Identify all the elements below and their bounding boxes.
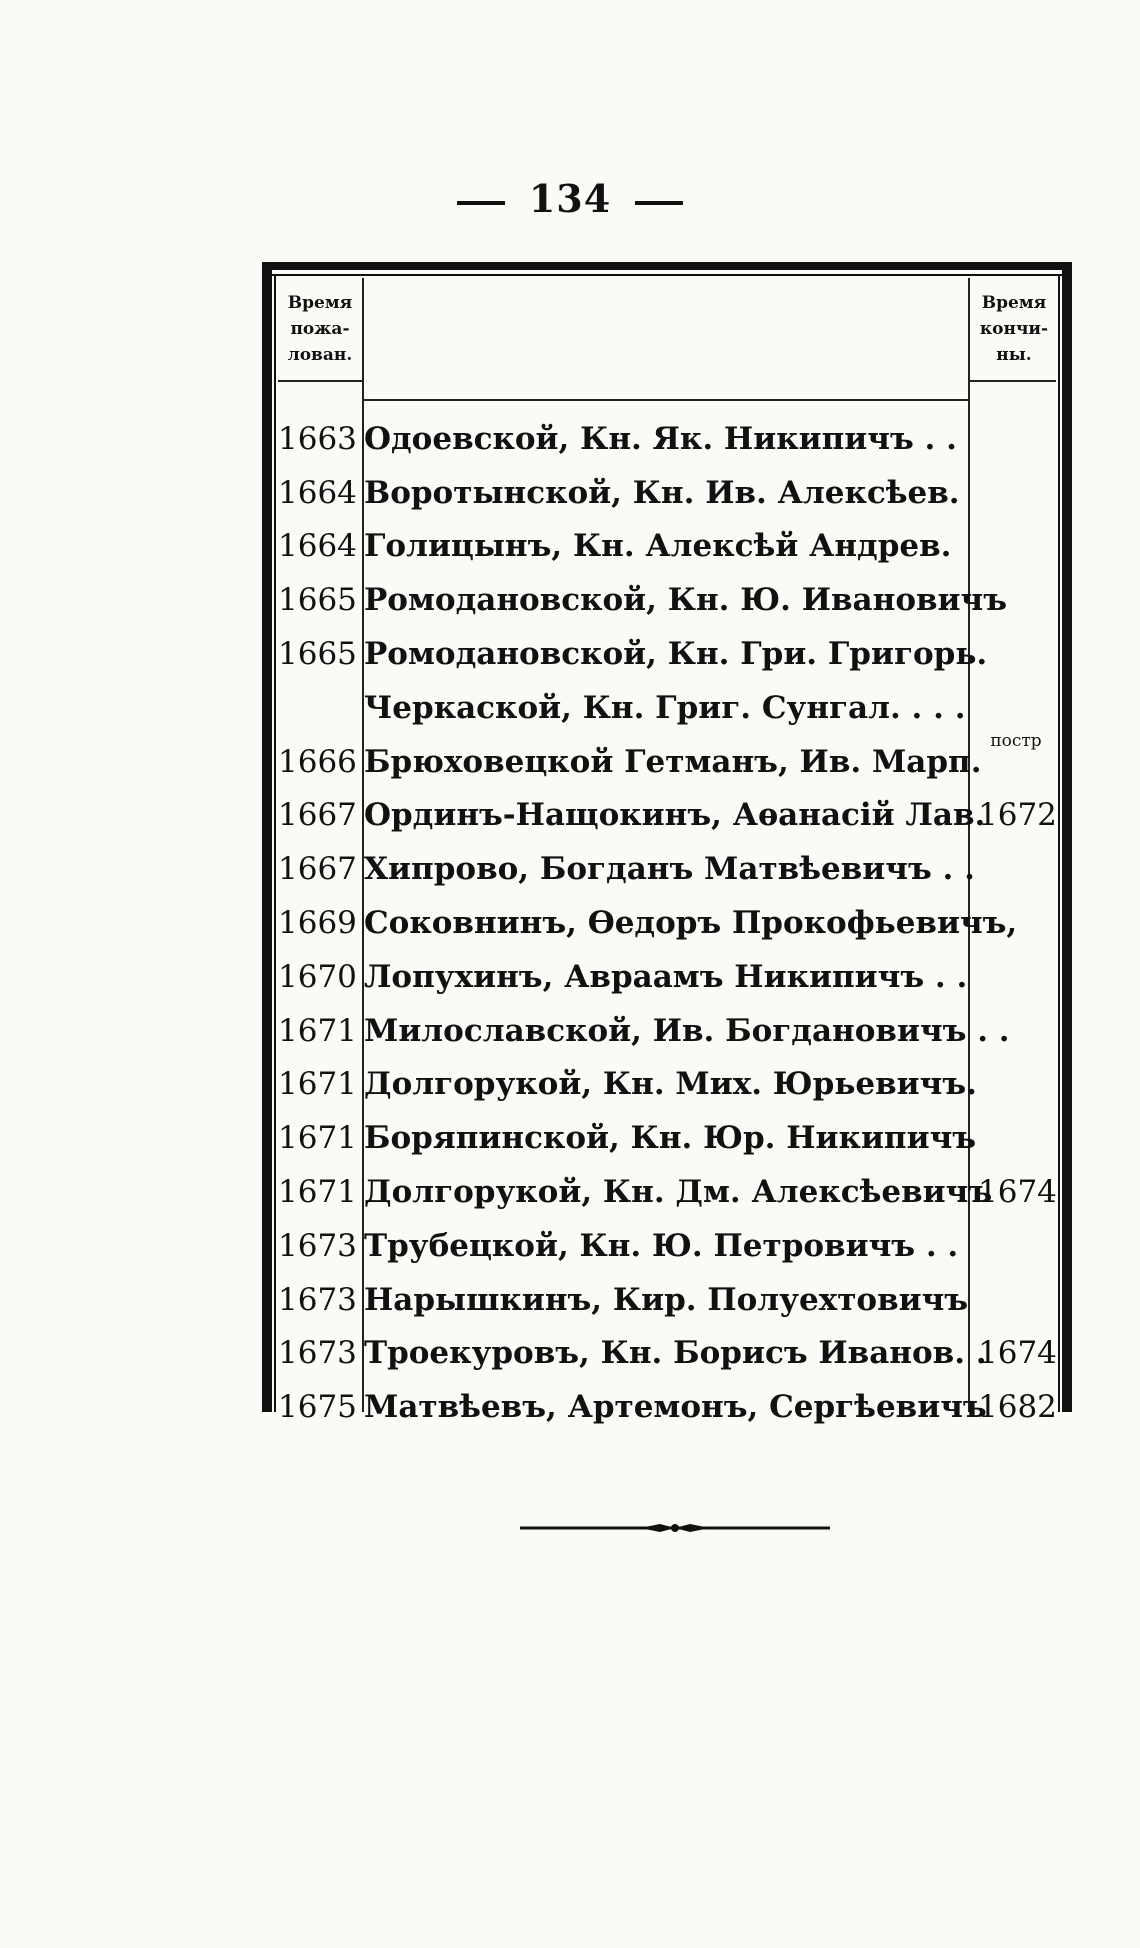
table-row xyxy=(278,842,1058,896)
table-row xyxy=(278,1004,1058,1058)
row-year: 1671 xyxy=(278,1066,357,1103)
table-body xyxy=(278,412,1058,1434)
row-year: 1665 xyxy=(278,582,357,619)
row-name: Ромодановской, Кн. Гри. Григорь. xyxy=(364,636,988,673)
row-year: 1673 xyxy=(278,1227,357,1264)
row-end-year: 1682 xyxy=(978,1389,1057,1426)
row-year: 1675 xyxy=(278,1389,357,1426)
row-name: Одоевской, Кн. Як. Никипичъ . . xyxy=(364,420,957,457)
table-row xyxy=(278,1273,1058,1327)
row-name: Соковнинъ, Ѳедоръ Прокофьевичъ, xyxy=(364,905,1018,942)
row-end-year: 1674 xyxy=(978,1335,1057,1372)
header-rule-middle xyxy=(364,399,968,401)
table-right-border xyxy=(1062,262,1072,1412)
column-header-granted: Время пожа-лован. xyxy=(287,293,353,365)
row-end-year: 1674 xyxy=(978,1174,1057,1211)
table-row xyxy=(278,412,1058,466)
row-year: 1671 xyxy=(278,1120,357,1157)
page-number-header xyxy=(0,176,1140,221)
right-dash xyxy=(635,201,683,205)
table-row xyxy=(278,1111,1058,1165)
table-row xyxy=(278,573,1058,627)
row-name: Долгорукой, Кн. Дм. Алексѣевичъ xyxy=(364,1174,993,1211)
table-row xyxy=(278,1380,1058,1434)
row-year: 1667 xyxy=(278,851,357,888)
table-left-border xyxy=(262,262,272,1412)
column-header-ended: Время кончи-ны. xyxy=(979,293,1049,365)
row-name: Черкаской, Кн. Григ. Сунгал. . . . xyxy=(364,689,966,726)
table-row xyxy=(278,730,1058,789)
row-name: Боряпинской, Кн. Юр. Никипичъ xyxy=(364,1120,977,1157)
table-left-border-thin xyxy=(274,276,276,1412)
row-name: Матвѣевъ, Артемонъ, Сергѣевичъ xyxy=(364,1389,987,1426)
row-year: 1671 xyxy=(278,1174,357,1211)
row-name: Хипрово, Богданъ Матвѣевичъ . . xyxy=(364,851,975,888)
row-year: 1666 xyxy=(278,743,357,780)
table-row xyxy=(278,950,1058,1004)
table-top-rule-thin xyxy=(262,274,1072,276)
left-dash xyxy=(457,201,505,205)
table-row xyxy=(278,1165,1058,1219)
page-number: 134 xyxy=(528,176,612,221)
row-name: Лопухинъ, Авраамъ Никипичъ . . xyxy=(364,958,968,995)
row-year: 1670 xyxy=(278,958,357,995)
table-row xyxy=(278,789,1058,843)
row-name: Ординъ-Нащокинъ, Аѳанасій Лав. xyxy=(364,797,986,834)
row-year: 1667 xyxy=(278,797,357,834)
table-row xyxy=(278,627,1058,681)
table-row xyxy=(278,1219,1058,1273)
table-row xyxy=(278,1058,1058,1112)
row-name: Трубецкой, Кн. Ю. Петровичъ . . xyxy=(364,1227,959,1264)
row-year: 1663 xyxy=(278,420,357,457)
row-name: Брюховецкой Гетманъ, Ив. Марп. xyxy=(364,743,982,780)
table-right-border-thin xyxy=(1058,276,1060,1412)
row-year: 1673 xyxy=(278,1335,357,1372)
row-name: Троекуровъ, Кн. Борисъ Иванов. . xyxy=(364,1335,987,1372)
table-row xyxy=(278,896,1058,950)
row-name: Воротынской, Кн. Ив. Алексѣев. xyxy=(364,474,960,511)
row-name: Голицынъ, Кн. Алексѣй Андрев. xyxy=(364,528,952,565)
row-end-year: 1672 xyxy=(978,797,1057,834)
row-name: Ромодановской, Кн. Ю. Ивановичъ xyxy=(364,582,1008,619)
ledger-table xyxy=(262,262,1072,1426)
table-row xyxy=(278,1327,1058,1381)
table-top-rule xyxy=(262,262,1072,270)
header-rule-left xyxy=(278,380,362,382)
row-year: 1673 xyxy=(278,1281,357,1318)
row-name: Милославской, Ив. Богдановичъ . . xyxy=(364,1012,1010,1049)
table-row xyxy=(278,681,1058,735)
table-row xyxy=(278,466,1058,520)
table-row xyxy=(278,520,1058,574)
row-year: 1664 xyxy=(278,528,357,565)
row-name: Нарышкинъ, Кир. Полуехтовичъ xyxy=(364,1281,969,1318)
header-rule-right xyxy=(970,380,1056,382)
row-end-note: постр xyxy=(990,730,1042,751)
row-year: 1665 xyxy=(278,636,357,673)
row-year: 1669 xyxy=(278,905,357,942)
ornament-divider xyxy=(520,1522,830,1534)
row-year: 1671 xyxy=(278,1012,357,1049)
row-name: Долгорукой, Кн. Мих. Юрьевичъ. xyxy=(364,1066,977,1103)
row-year: 1664 xyxy=(278,474,357,511)
